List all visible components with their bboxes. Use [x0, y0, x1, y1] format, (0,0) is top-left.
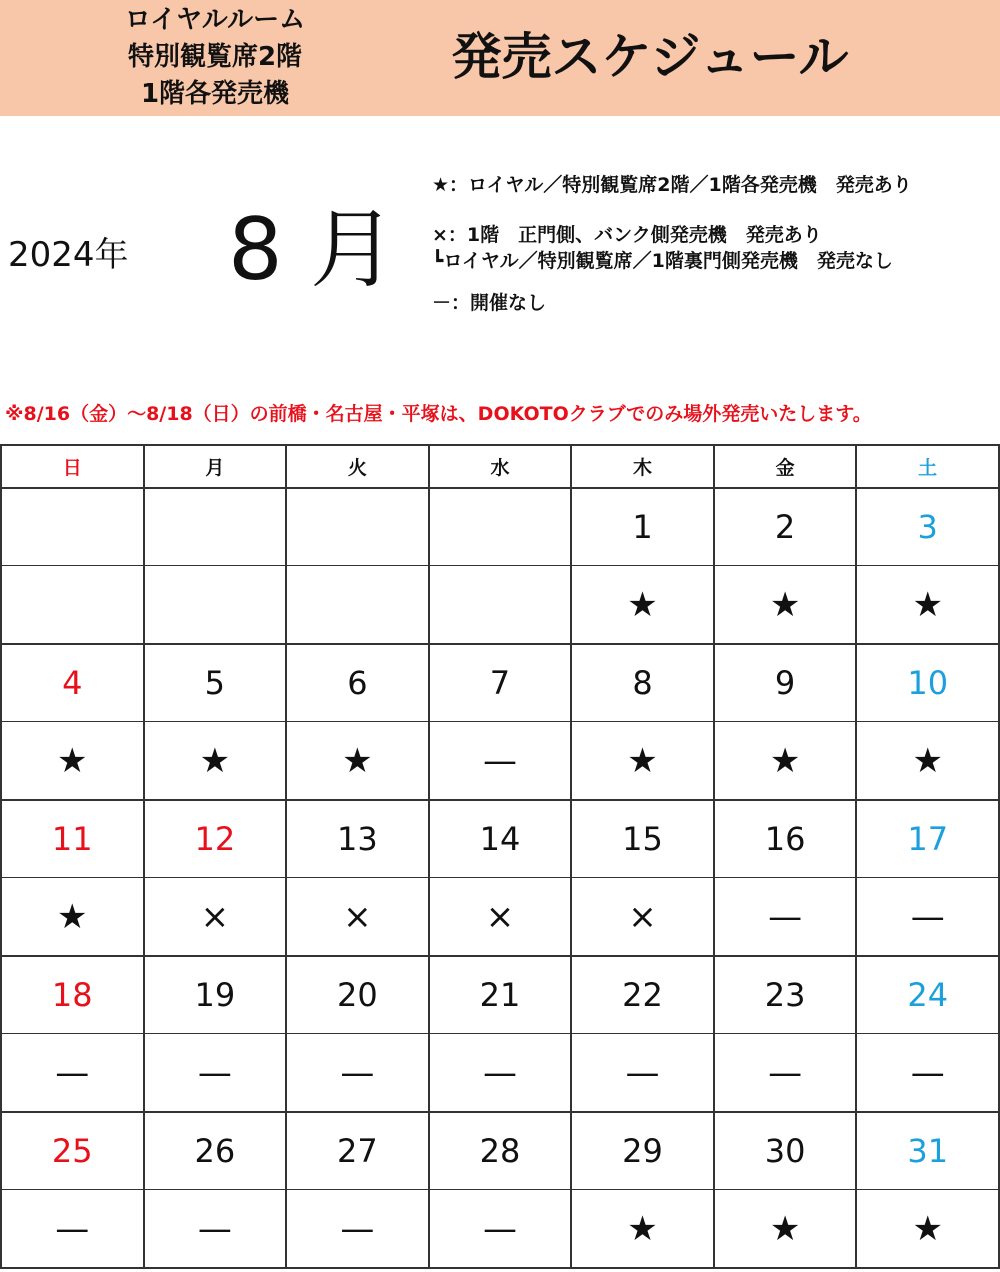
status-mark	[429, 566, 572, 645]
date-row	[1, 800, 999, 878]
date-cell: 27	[286, 1112, 429, 1190]
date-cell: 9	[714, 644, 857, 722]
legend-star: ★：ロイヤル／特別観覧席2階／1階各発売機 発売あり	[432, 174, 912, 196]
date-cell: 22	[571, 956, 714, 1034]
status-mark: ★	[856, 1190, 999, 1269]
date-cell: 15	[571, 800, 714, 878]
weekday-sun: 日	[1, 445, 144, 488]
status-mark: ★	[714, 566, 857, 645]
date-cell: 28	[429, 1112, 572, 1190]
date-cell: 14	[429, 800, 572, 878]
date-cell: 30	[714, 1112, 857, 1190]
status-mark: ★	[571, 566, 714, 645]
date-row	[1, 1112, 999, 1190]
weekday-thu: 木	[571, 445, 714, 488]
date-cell: 23	[714, 956, 857, 1034]
status-mark: —	[714, 1034, 857, 1113]
legend-dash: －：開催なし	[432, 292, 547, 314]
status-mark: ★	[714, 1190, 857, 1269]
date-cell: 31	[856, 1112, 999, 1190]
date-cell: 1	[571, 488, 714, 566]
weekday-sat: 土	[856, 445, 999, 488]
status-mark: —	[714, 878, 857, 957]
status-mark: ★	[1, 878, 144, 957]
status-mark: ★	[286, 722, 429, 801]
status-mark: —	[286, 1190, 429, 1269]
date-cell: 16	[714, 800, 857, 878]
date-cell: 12	[144, 800, 287, 878]
date-cell: 25	[1, 1112, 144, 1190]
year-label: 2024年	[8, 235, 129, 275]
date-cell: 10	[856, 644, 999, 722]
status-mark	[1, 566, 144, 645]
date-cell: 6	[286, 644, 429, 722]
status-mark	[144, 566, 287, 645]
status-mark: ×	[429, 878, 572, 957]
status-mark: ★	[144, 722, 287, 801]
date-row	[1, 644, 999, 722]
venue-line: ロイヤルルーム	[124, 5, 306, 35]
date-cell: 20	[286, 956, 429, 1034]
date-cell: 5	[144, 644, 287, 722]
venue-line: 特別観覧席2階	[127, 42, 303, 72]
month-label: 8 月	[228, 200, 397, 300]
status-mark: ★	[714, 722, 857, 801]
calendar-table	[0, 444, 1000, 1269]
mark-row	[1, 722, 999, 801]
status-mark: —	[429, 722, 572, 801]
date-cell	[144, 488, 287, 566]
legend-cross-sub: ┗ロイヤル／特別観覧席／1階裏門側発売機 発売なし	[432, 250, 893, 272]
date-row	[1, 488, 999, 566]
date-cell: 17	[856, 800, 999, 878]
venue-label	[85, 2, 345, 113]
weekday-wed: 水	[429, 445, 572, 488]
mark-row	[1, 878, 999, 957]
status-mark: ★	[571, 722, 714, 801]
status-mark: —	[1, 1190, 144, 1269]
date-row	[1, 956, 999, 1034]
status-mark: ★	[571, 1190, 714, 1269]
date-cell: 3	[856, 488, 999, 566]
date-cell: 4	[1, 644, 144, 722]
status-mark: —	[1, 1034, 144, 1113]
date-cell: 13	[286, 800, 429, 878]
page-title: 発売スケジュール	[451, 28, 849, 86]
notice-text: ※8/16（金）～8/18（日）の前橋・名古屋・平塚は、DOKOTOクラブでのみ場外発売いたします。	[5, 403, 872, 425]
date-cell: 19	[144, 956, 287, 1034]
status-mark: ×	[144, 878, 287, 957]
legend-cross: ×：1階 正門側、バンク側発売機 発売あり	[432, 224, 822, 246]
legend	[432, 172, 992, 316]
date-cell: 18	[1, 956, 144, 1034]
weekday-mon: 月	[144, 445, 287, 488]
weekday-header-row	[1, 445, 999, 488]
date-cell: 26	[144, 1112, 287, 1190]
mark-row	[1, 566, 999, 645]
date-cell: 24	[856, 956, 999, 1034]
status-mark: —	[429, 1190, 572, 1269]
date-cell: 7	[429, 644, 572, 722]
status-mark: ★	[1, 722, 144, 801]
mark-row	[1, 1190, 999, 1269]
status-mark: ×	[571, 878, 714, 957]
date-cell: 8	[571, 644, 714, 722]
date-cell: 21	[429, 956, 572, 1034]
status-mark: ★	[856, 566, 999, 645]
date-cell	[1, 488, 144, 566]
status-mark: —	[856, 878, 999, 957]
date-cell: 29	[571, 1112, 714, 1190]
mark-row	[1, 1034, 999, 1113]
status-mark: —	[144, 1034, 287, 1113]
status-mark: —	[144, 1190, 287, 1269]
date-cell	[286, 488, 429, 566]
status-mark: —	[856, 1034, 999, 1113]
weekday-fri: 金	[714, 445, 857, 488]
date-cell	[429, 488, 572, 566]
weekday-tue: 火	[286, 445, 429, 488]
date-cell: 11	[1, 800, 144, 878]
status-mark: —	[429, 1034, 572, 1113]
status-mark: —	[286, 1034, 429, 1113]
status-mark	[286, 566, 429, 645]
status-mark: —	[571, 1034, 714, 1113]
status-mark: ×	[286, 878, 429, 957]
status-mark: ★	[856, 722, 999, 801]
venue-line: 1階各発売機	[140, 79, 290, 109]
date-cell: 2	[714, 488, 857, 566]
